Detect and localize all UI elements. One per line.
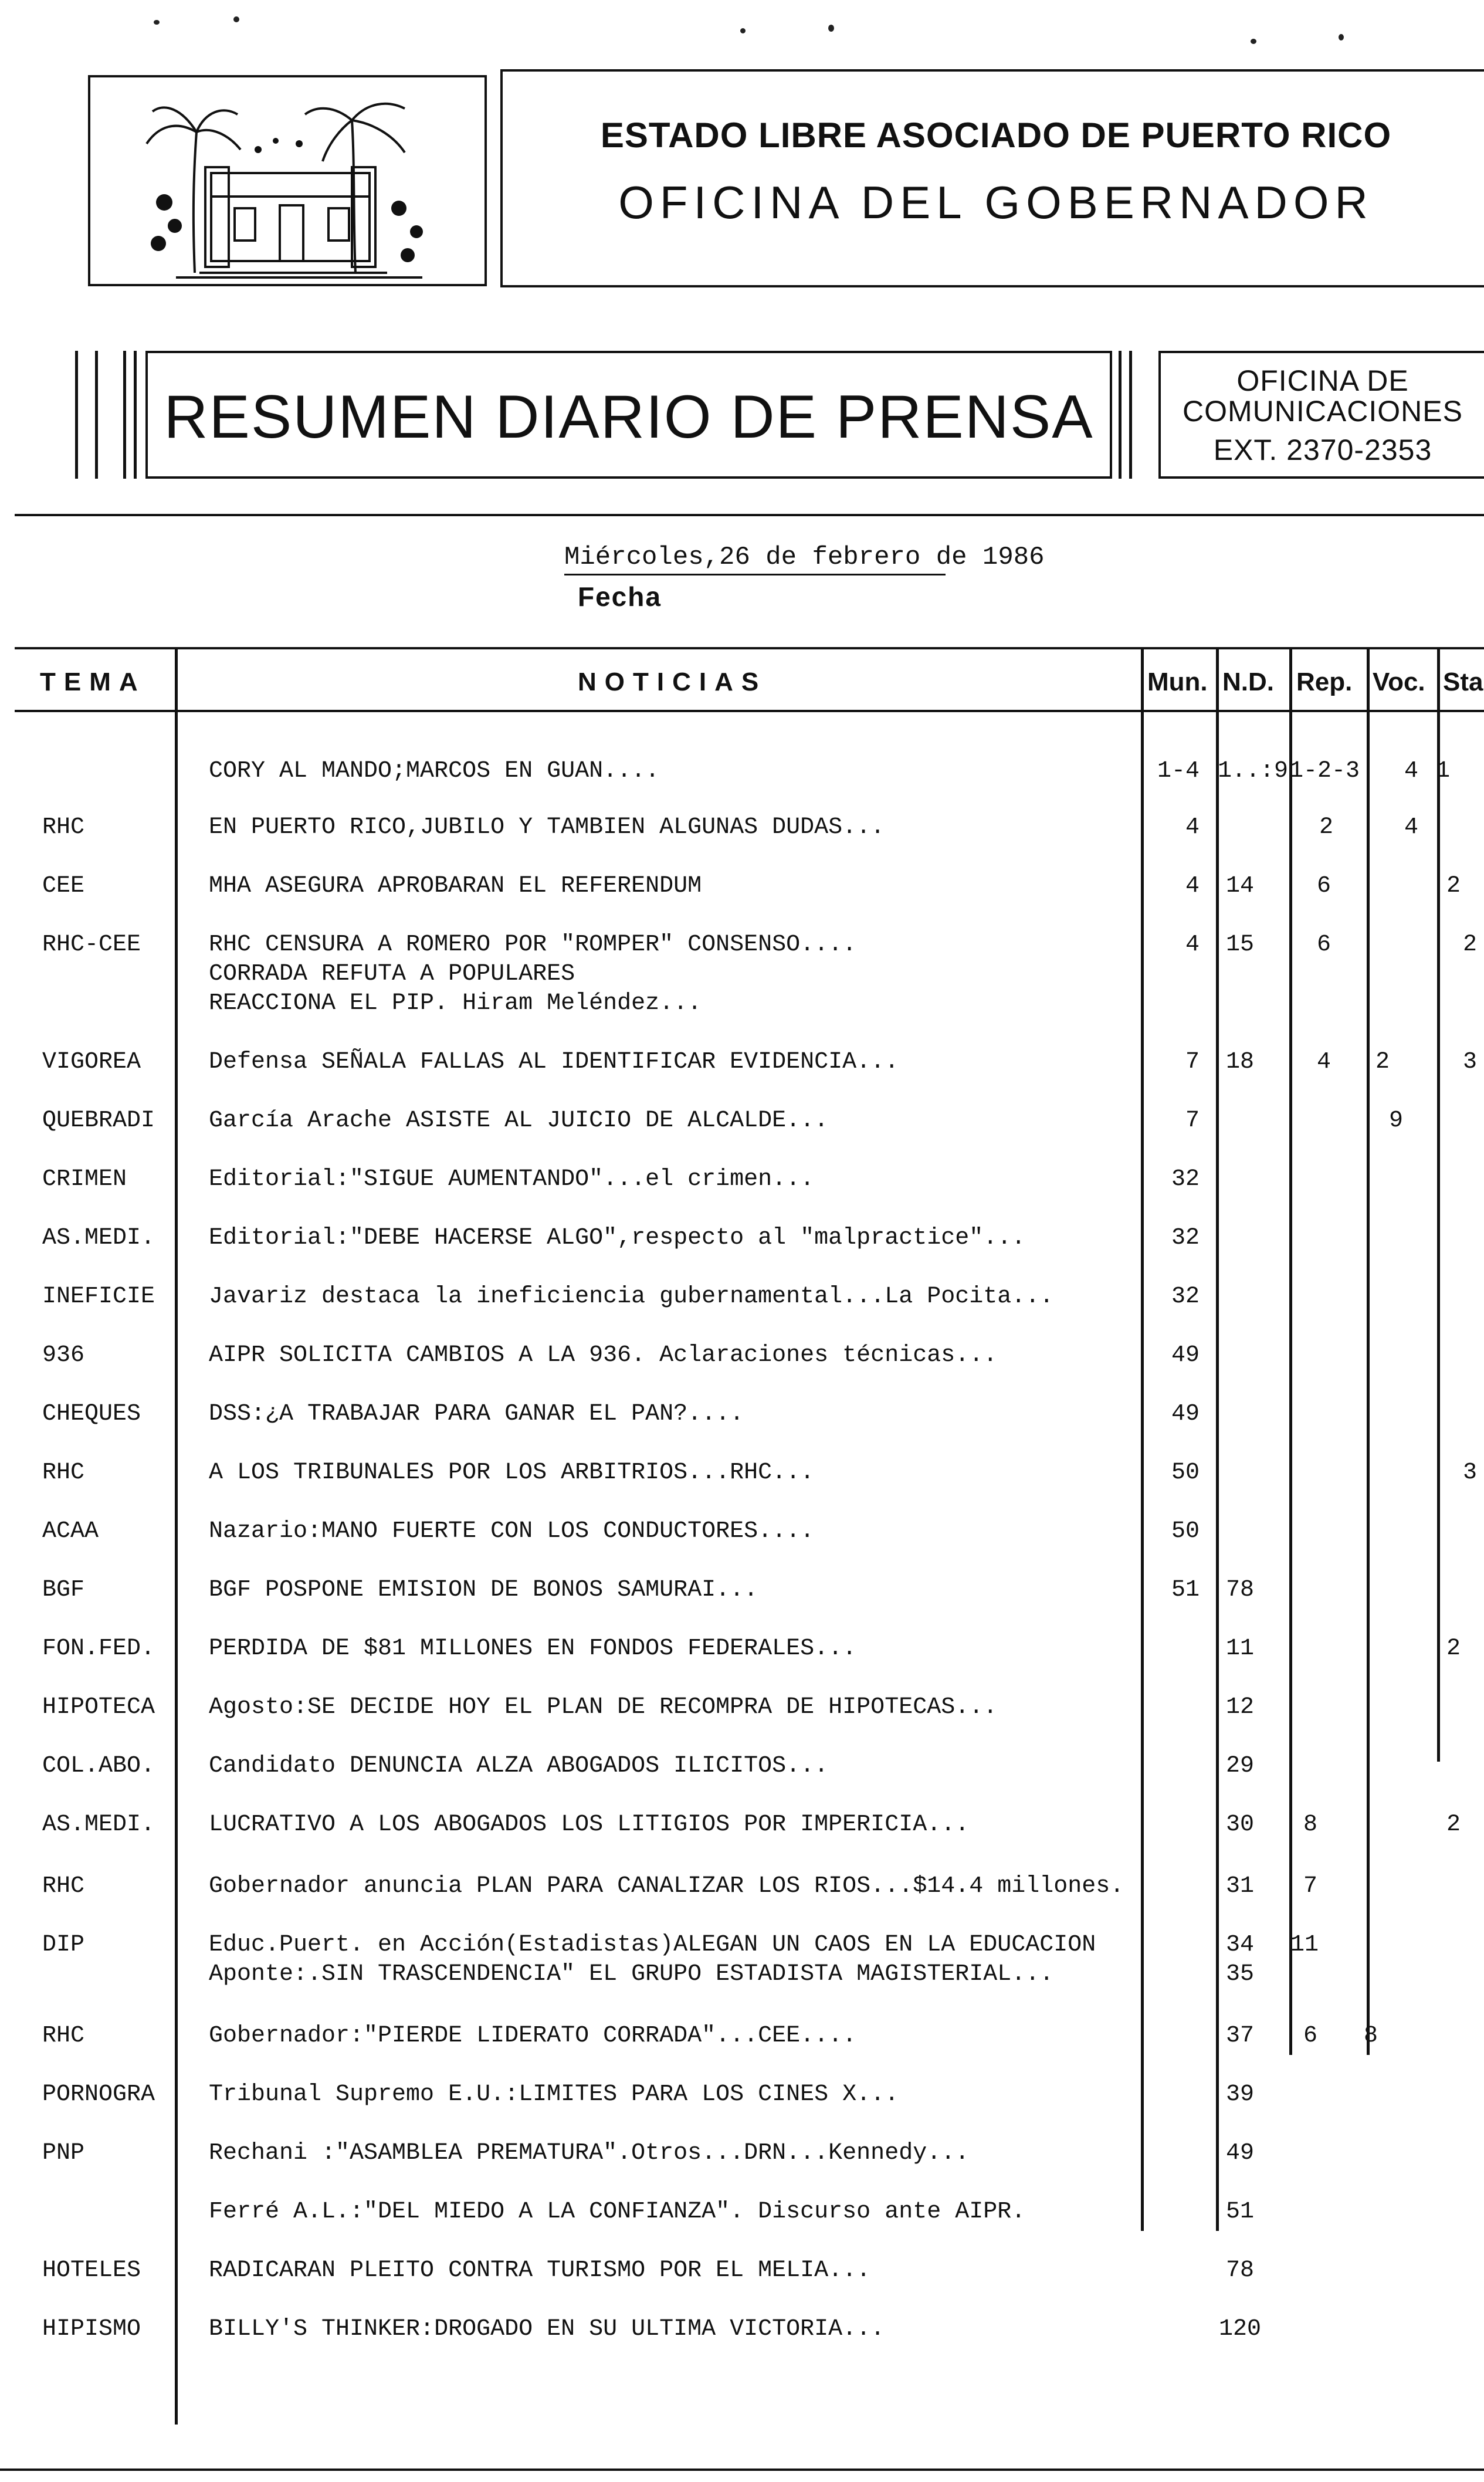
row-nd: 78: [1225, 1577, 1254, 1603]
row-nd: 15: [1225, 932, 1254, 958]
row-nd: 11: [1225, 1636, 1254, 1662]
row-nd: 14: [1225, 873, 1254, 899]
row-nd: 39: [1225, 2081, 1254, 2108]
row-nd: 120: [1218, 2316, 1261, 2342]
row-nd: 34: [1225, 1932, 1254, 1958]
decorative-bar: [1129, 351, 1132, 479]
row-tema: RHC: [42, 814, 85, 841]
row-rep: 2: [1319, 814, 1333, 841]
header-tema: TEMA: [40, 668, 146, 696]
row-noticia: Editorial:"SIGUE AUMENTANDO"...el crimen...: [209, 1166, 815, 1193]
decorative-bar: [95, 351, 98, 479]
page-title: RESUMEN DIARIO DE PRENSA: [164, 383, 1094, 451]
row-noticia: Candidato DENUNCIA ALZA ABOGADOS ILICITOS...: [209, 1753, 829, 1779]
row-voc: 4: [1404, 814, 1418, 841]
row-nd: 37: [1225, 2023, 1254, 2049]
row-mun: 32: [1171, 1284, 1200, 1310]
scan-speck: [154, 20, 160, 25]
scan-speck: [233, 16, 239, 22]
row-noticia: AIPR SOLICITA CAMBIOS A LA 936. Aclaraciones técnicas...: [209, 1342, 998, 1369]
scan-speck: [1339, 34, 1344, 40]
row-tema: RHC-CEE: [42, 932, 141, 958]
row-tema: BGF: [42, 1577, 85, 1603]
date-label: Fecha: [578, 581, 662, 612]
row-nd: 29: [1225, 1753, 1254, 1779]
row-noticia: BGF POSPONE EMISION DE BONOS SAMURAI...: [209, 1577, 758, 1603]
row-noticia: Gobernador anuncia PLAN PARA CANALIZAR LOS RIOS...$14.4 millones.: [209, 1873, 1124, 1899]
column-divider: [175, 647, 178, 2425]
row-noticia: CORRADA REFUTA A POPULARES: [209, 961, 575, 987]
row-tema: CHEQUES: [42, 1401, 141, 1427]
row-rep: 6: [1317, 873, 1331, 899]
header-divider: [15, 514, 1484, 516]
row-noticia: BILLY'S THINKER:DROGADO EN SU ULTIMA VICTORIA...: [209, 2316, 885, 2342]
row-noticia: Agosto:SE DECIDE HOY EL PLAN DE RECOMPRA DE HIPOTECAS...: [209, 1694, 998, 1721]
row-rep: 7: [1303, 1873, 1318, 1899]
row-nd: 12: [1225, 1694, 1254, 1721]
row-mun: 51: [1171, 1577, 1200, 1603]
communications-line1: OFICINA DE: [1236, 364, 1409, 397]
row-rep: 6: [1303, 2023, 1318, 2049]
row-voc: 2: [1375, 1049, 1390, 1075]
row-tema: PORNOGRA: [42, 2081, 155, 2108]
scan-speck: [828, 25, 834, 32]
decorative-bar: [123, 351, 126, 479]
row-noticia: Rechani :"ASAMBLEA PREMATURA".Otros...DRN...Kennedy...: [209, 2140, 970, 2166]
header-sta: Sta: [1443, 668, 1483, 696]
row-tema: HIPISMO: [42, 2316, 141, 2342]
row-mun: 49: [1171, 1342, 1200, 1369]
row-tema: FON.FED.: [42, 1636, 155, 1662]
row-nd: 1..:9: [1218, 758, 1289, 784]
row-noticia: MHA ASEGURA APROBARAN EL REFERENDUM: [209, 873, 702, 899]
header-rep: Rep.: [1296, 668, 1353, 696]
row-mun: 49: [1171, 1401, 1200, 1427]
row-mun: 1-4: [1157, 758, 1200, 784]
row-tema: CRIMEN: [42, 1166, 127, 1193]
row-noticia: CORY AL MANDO;MARCOS EN GUAN....: [209, 758, 660, 784]
row-mun: 7: [1185, 1049, 1200, 1075]
column-divider: [1437, 647, 1440, 1762]
row-nd: 35: [1225, 1961, 1254, 1987]
communications-line2: COMUNICACIONES: [1183, 395, 1463, 428]
row-tema: INEFICIE: [42, 1284, 155, 1310]
row-noticia: RHC CENSURA A ROMERO POR "ROMPER" CONSENSO....: [209, 932, 857, 958]
row-sta: 3: [1463, 1049, 1478, 1075]
row-mun: 7: [1185, 1108, 1200, 1134]
row-mun: 32: [1171, 1225, 1200, 1251]
row-tema: QUEBRADI: [42, 1108, 155, 1134]
row-tema: DIP: [42, 1932, 85, 1958]
date-underline: [564, 574, 946, 575]
row-noticia: Aponte:.SIN TRASCENDENCIA" EL GRUPO ESTADISTA MAGISTERIAL...: [209, 1961, 1054, 1987]
row-mun: 50: [1171, 1460, 1200, 1486]
communications-extension: EXT. 2370-2353: [1213, 434, 1432, 466]
row-noticia: DSS:¿A TRABAJAR PARA GANAR EL PAN?....: [209, 1401, 744, 1427]
row-noticia: Javariz destaca la ineficiencia gubernamental...La Pocita...: [209, 1284, 1054, 1310]
header-nd: N.D.: [1222, 668, 1274, 696]
row-rep: 1-2-3: [1289, 758, 1360, 784]
row-tema: COL.ABO.: [42, 1753, 155, 1779]
row-nd: 30: [1225, 1811, 1254, 1838]
row-noticia: Tribunal Supremo E.U.:LIMITES PARA LOS CINES X...: [209, 2081, 899, 2108]
row-voc: 8: [1364, 2023, 1378, 2049]
row-tema: RHC: [42, 2023, 85, 2049]
header-noticias: NOTICIAS: [578, 668, 767, 696]
report-date: Miércoles,26 de febrero de 1986: [564, 543, 1045, 572]
row-voc: 4: [1404, 758, 1418, 784]
table-top-rule: [15, 647, 1484, 649]
row-tema: HOTELES: [42, 2257, 141, 2284]
decorative-bar: [75, 351, 78, 479]
row-noticia: Nazario:MANO FUERTE CON LOS CONDUCTORES....: [209, 1518, 815, 1545]
row-tema: RHC: [42, 1873, 85, 1899]
row-sta: 2: [1463, 932, 1478, 958]
row-sta: 2: [1446, 873, 1461, 899]
header-voc: Voc.: [1373, 668, 1425, 696]
row-rep: 4: [1317, 1049, 1331, 1075]
row-noticia: EN PUERTO RICO,JUBILO Y TAMBIEN ALGUNAS DUDAS...: [209, 814, 885, 841]
row-tema: CEE: [42, 873, 85, 899]
row-noticia: PERDIDA DE $81 MILLONES EN FONDOS FEDERALES...: [209, 1636, 857, 1662]
decorative-bar: [1119, 351, 1122, 479]
governor-mansion-emblem: [141, 79, 440, 282]
column-divider: [1367, 647, 1370, 2055]
row-noticia: García Arache ASISTE AL JUICIO DE ALCALDE...: [209, 1108, 829, 1134]
row-tema: RHC: [42, 1460, 85, 1486]
scan-speck: [740, 28, 746, 33]
row-tema: HIPOTECA: [42, 1694, 155, 1721]
row-tema: 936: [42, 1342, 85, 1369]
row-sta: 2: [1446, 1636, 1461, 1662]
row-tema: AS.MEDI.: [42, 1811, 155, 1838]
row-nd: 31: [1225, 1873, 1254, 1899]
row-mun: 50: [1171, 1518, 1200, 1545]
decorative-bar: [134, 351, 137, 479]
row-voc: 9: [1389, 1108, 1404, 1134]
row-nd: 18: [1225, 1049, 1254, 1075]
row-sta: 2: [1446, 1811, 1461, 1838]
row-sta: 1: [1436, 758, 1451, 784]
row-mun: 4: [1185, 873, 1200, 899]
table-header-rule: [15, 710, 1484, 712]
row-tema: PNP: [42, 2140, 85, 2166]
row-noticia: Defensa SEÑALA FALLAS AL IDENTIFICAR EVIDENCIA...: [209, 1049, 899, 1075]
office-name: OFICINA DEL GOBERNADOR: [618, 177, 1374, 228]
row-noticia: LUCRATIVO A LOS ABOGADOS LOS LITIGIOS POR IMPERICIA...: [209, 1811, 970, 1838]
row-rep: 6: [1317, 932, 1331, 958]
row-tema: ACAA: [42, 1518, 99, 1545]
row-noticia: Gobernador:"PIERDE LIDERATO CORRADA"...CEE....: [209, 2023, 857, 2049]
row-mun: 32: [1171, 1166, 1200, 1193]
row-noticia: Ferré A.L.:"DEL MIEDO A LA CONFIANZA". Discurso ante AIPR.: [209, 2199, 1026, 2225]
column-divider: [1289, 647, 1292, 2055]
row-nd: 78: [1225, 2257, 1254, 2284]
scan-speck: [1251, 39, 1256, 44]
table-bottom-rule: [0, 2469, 1484, 2471]
row-rep: 8: [1303, 1811, 1318, 1838]
row-tema: AS.MEDI.: [42, 1225, 155, 1251]
government-name: ESTADO LIBRE ASOCIADO DE PUERTO RICO: [600, 116, 1392, 155]
row-noticia: Editorial:"DEBE HACERSE ALGO",respecto al "malpractice"...: [209, 1225, 1026, 1251]
header-mun: Mun.: [1147, 668, 1208, 696]
row-sta: 3: [1463, 1460, 1478, 1486]
row-noticia: Educ.Puert. en Acción(Estadistas)ALEGAN UN CAOS EN LA EDUCACION: [209, 1932, 1096, 1958]
row-rep: 11: [1290, 1932, 1319, 1958]
row-tema: VIGOREA: [42, 1049, 141, 1075]
row-nd: 49: [1225, 2140, 1254, 2166]
row-noticia: RADICARAN PLEITO CONTRA TURISMO POR EL MELIA...: [209, 2257, 871, 2284]
row-mun: 4: [1185, 814, 1200, 841]
row-noticia: REACCIONA EL PIP. Hiram Meléndez...: [209, 990, 702, 1017]
row-nd: 51: [1225, 2199, 1254, 2225]
row-mun: 4: [1185, 932, 1200, 958]
row-noticia: A LOS TRIBUNALES POR LOS ARBITRIOS...RHC...: [209, 1460, 815, 1486]
